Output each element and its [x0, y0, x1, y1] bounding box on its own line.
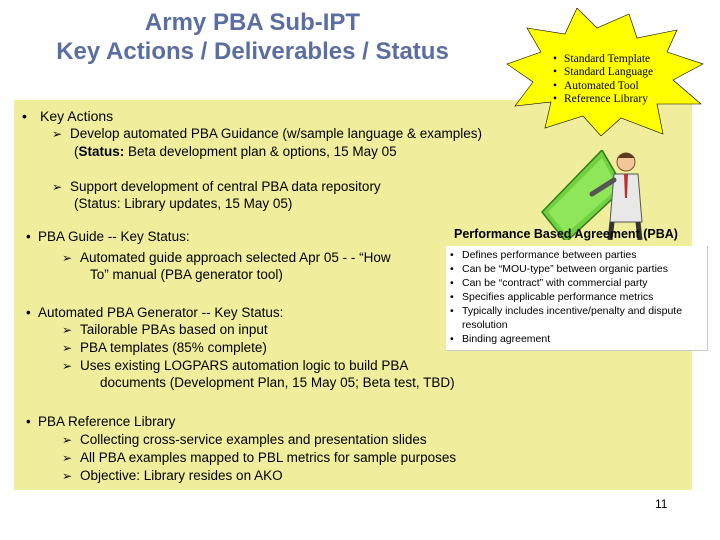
bullet-icon: • [26, 229, 31, 244]
generator-item: ➢ Uses existing LOGPARS automation logic to build PBA [62, 358, 409, 373]
key-action-status: (Status: Beta development plan & options, 15 May 05 [74, 144, 397, 159]
starburst-list [553, 53, 653, 107]
arrow-bullet-icon: ➢ [62, 341, 73, 355]
starburst-item: • Automated Tool [553, 80, 653, 93]
starburst-item: • Standard Language [553, 66, 653, 79]
arrow-bullet-icon: ➢ [62, 433, 73, 447]
pba-box-heading: Performance Based Agreement (PBA) [454, 227, 678, 241]
title-line-1: Army PBA Sub-IPT [144, 9, 361, 36]
key-action-item: ➢ Support development of central PBA data repository [52, 179, 381, 194]
generator-item-cont: documents (Development Plan, 15 May 05; Beta test, TBD) [100, 375, 455, 390]
starburst-item: • Standard Template [553, 53, 653, 66]
bullet-icon: • [22, 108, 27, 124]
pba-box-item: • Specifies applicable performance metrics [450, 290, 707, 304]
arrow-bullet-icon: ➢ [62, 469, 73, 483]
key-actions-heading: • Key Actions [22, 108, 114, 124]
pba-box-item: • Can be “contract” with commercial party [450, 276, 707, 290]
generator-heading: • Automated PBA Generator -- Key Status: [26, 305, 284, 320]
library-item: ➢ Collecting cross-service examples and presentation slides [62, 432, 427, 447]
bullet-icon: • [26, 414, 31, 429]
page-number: 11 [655, 497, 668, 511]
starburst-callout [505, 8, 705, 136]
generator-item: ➢ PBA templates (85% complete) [62, 340, 267, 355]
pba-box-item: • Can be “MOU-type” between organic parties [450, 262, 707, 276]
arrow-bullet-icon: ➢ [52, 127, 63, 141]
bullet-icon: • [26, 305, 31, 320]
key-action-item: ➢ Develop automated PBA Guidance (w/sample language & examples) [52, 126, 482, 141]
arrow-bullet-icon: ➢ [62, 359, 73, 373]
starburst-item: • Reference Library [553, 93, 653, 106]
library-heading: • PBA Reference Library [26, 414, 176, 429]
generator-item: ➢ Tailorable PBAs based on input [62, 322, 268, 337]
key-action-status: (Status: Library updates, 15 May 05) [74, 196, 293, 211]
pba-box-item: • Typically includes incentive/penalty and dispute resolution [450, 304, 707, 332]
arrow-bullet-icon: ➢ [62, 323, 73, 337]
pba-guide-item: ➢ Automated guide approach selected Apr 05 - - “How [62, 250, 391, 265]
arrow-bullet-icon: ➢ [62, 251, 73, 265]
library-item: ➢ All PBA examples mapped to PBL metrics for sample purposes [62, 450, 457, 465]
arrow-bullet-icon: ➢ [52, 180, 63, 194]
pba-guide-item-cont: To” manual (PBA generator tool) [90, 267, 283, 282]
pba-guide-heading: • PBA Guide -- Key Status: [26, 229, 190, 244]
library-item: ➢ Objective: Library resides on AKO [62, 468, 283, 483]
title-line-2: Key Actions / Deliverables / Status [56, 38, 449, 65]
pba-box-list [446, 246, 708, 351]
arrow-bullet-icon: ➢ [62, 451, 73, 465]
pba-box-item: • Binding agreement [450, 332, 707, 346]
pba-box-item: • Defines performance between parties [450, 248, 707, 262]
pba-definition-box [446, 226, 708, 351]
slide-title [0, 8, 505, 66]
